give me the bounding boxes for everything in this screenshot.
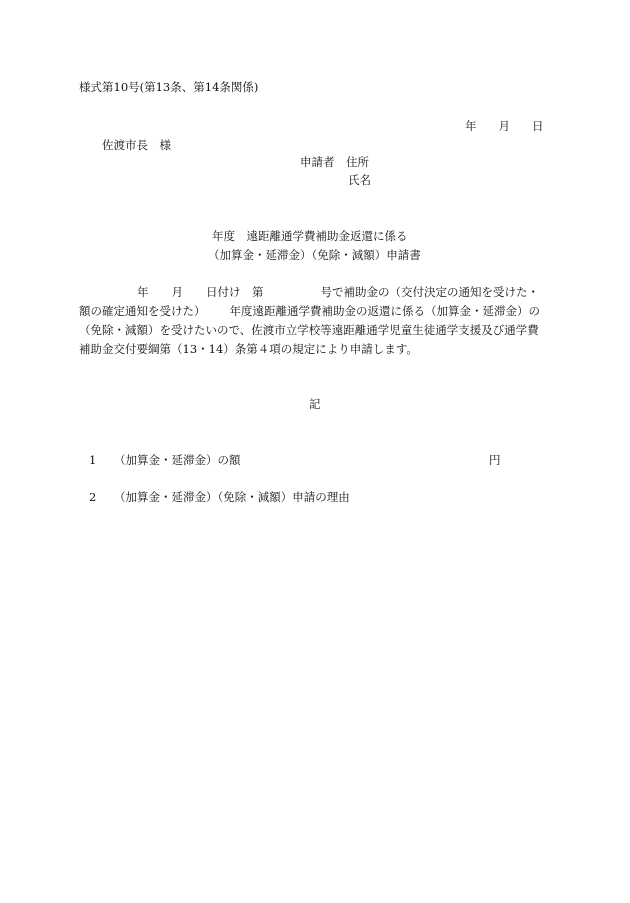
addressee: 佐渡市長 様 [102,138,171,152]
item-1-unit: 円 [489,453,501,467]
body-line-2-rest: 年度遠距離通学費補助金の返還に係る（加算金・延滞金）の [229,304,540,318]
form-number: 様式第10号(第13条、第14条関係) [79,80,259,94]
item-1 [89,455,241,467]
date-day: 日 [532,119,544,133]
body-month: 月 [171,285,183,299]
body-year: 年 [137,285,149,299]
item-2 [89,492,350,504]
document-title-line-1: 年度 遠距離通学費補助金返還に係る [212,229,408,243]
item-1-label: （加算金・延滞金）の額 [114,453,241,467]
ki-heading: 記 [309,397,321,411]
applicant-name-label: 氏名 [348,173,371,187]
body-line-1 [79,287,539,299]
date-month: 月 [498,119,510,133]
body-line-3: （免除・減額）を受けたいので、佐渡市立学校等遠距離通学児童生徒通学支援及び通学費 [79,323,539,337]
document-title-line-2: （加算金・延滞金）（免除・減額）申請書 [208,248,421,262]
body-line-2 [79,306,540,318]
body-line-1-rest: 号で補助金の（交付決定の通知を受けた・ [320,285,539,299]
item-2-label: （加算金・延滞金）（免除・減額）申請の理由 [114,490,350,504]
body-line-4: 補助金交付要綱第（13・14）条第４項の規定により申請します。 [79,342,418,356]
item-1-number: 1 [89,453,97,467]
body-line-2-start: 額の確定通知を受けた） [79,304,206,318]
applicant-address-label: 申請者 住所 [300,155,369,169]
date-year: 年 [465,119,477,133]
body-day-number: 日付け 第 [206,285,264,299]
date-line [465,121,544,133]
item-2-number: 2 [89,490,97,504]
